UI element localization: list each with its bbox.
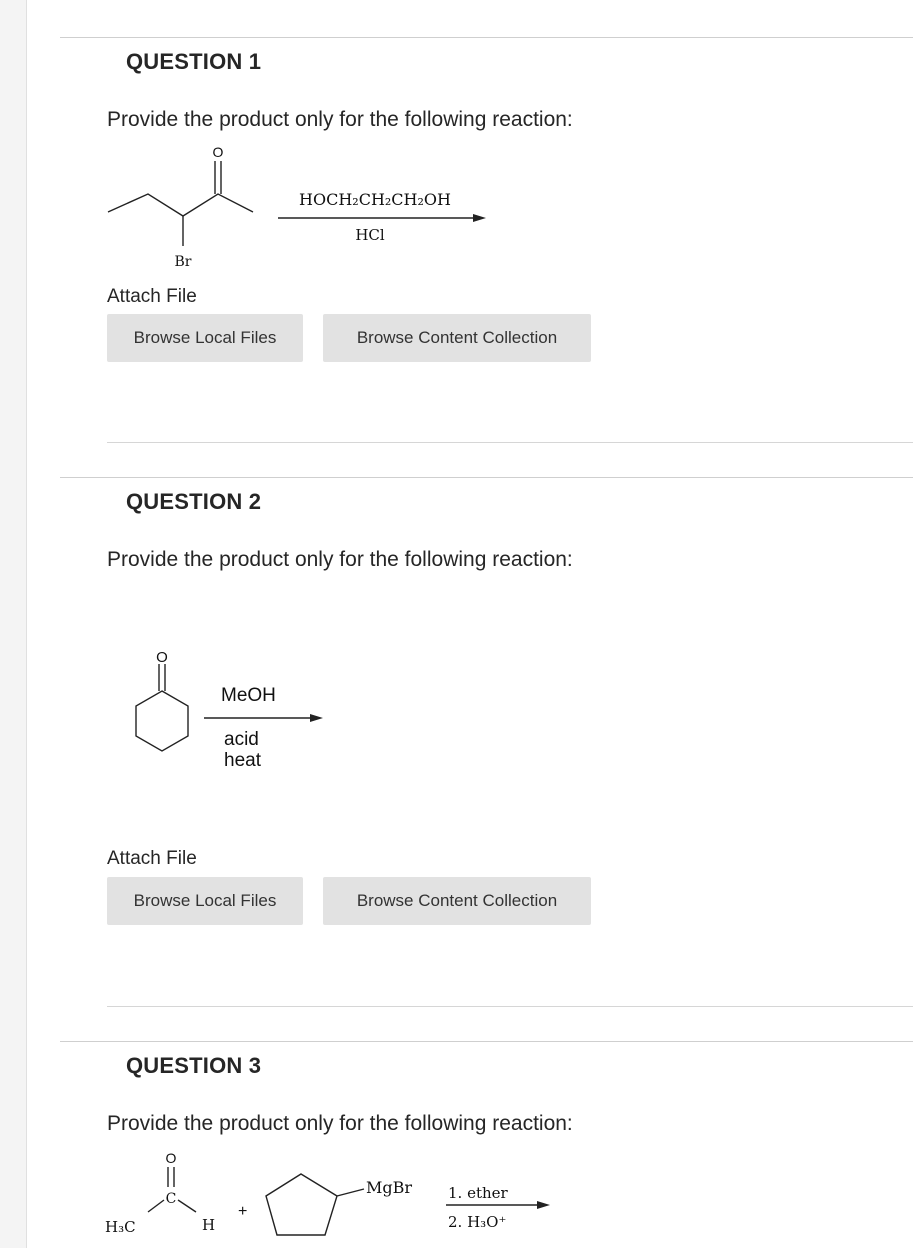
- question-2-prompt: Provide the product only for the following reaction:: [107, 548, 573, 571]
- question-3-prompt: Provide the product only for the following reaction:: [107, 1112, 573, 1135]
- question-3-methyl-bond: [148, 1200, 164, 1212]
- question-3-step-2: 2. H₃O⁺: [448, 1213, 507, 1231]
- question-3-grignard-label: MgBr: [366, 1178, 413, 1197]
- question-1-attach-label: Attach File: [107, 286, 197, 307]
- question-1-reagent-acid: HCl: [355, 226, 385, 244]
- question-2-browse-content-button[interactable]: Browse Content Collection: [323, 877, 591, 925]
- question-2-oxygen-atom: O: [156, 649, 168, 666]
- question-3-reaction-scheme: [100, 1140, 560, 1246]
- question-2-browse-local-button[interactable]: Browse Local Files: [107, 877, 303, 925]
- question-1-browse-content-button[interactable]: Browse Content Collection: [323, 314, 591, 362]
- left-gutter: [0, 0, 27, 1248]
- question-3-step-1: 1. ether: [448, 1184, 508, 1202]
- question-2-title: QUESTION 2: [126, 489, 262, 514]
- question-3-hydrogen-bond: [178, 1200, 196, 1212]
- question-3-cyclopentane-ring: [266, 1174, 337, 1235]
- question-1-bottom-divider: [107, 442, 913, 443]
- question-2-reaction-scheme: [120, 640, 340, 780]
- question-1-reaction-scheme: [100, 138, 520, 278]
- question-3-methyl-group: H₃C: [105, 1218, 136, 1236]
- question-2-condition-acid: acid: [224, 729, 259, 750]
- question-1-top-divider: [60, 37, 913, 38]
- question-1-prompt: Provide the product only for the following reaction:: [107, 108, 573, 131]
- question-3-plus-sign: +: [238, 1203, 248, 1220]
- question-1-carbon-chain: [108, 194, 253, 216]
- question-1-oxygen-atom: O: [212, 144, 224, 160]
- question-2-arrowhead: [310, 714, 323, 722]
- question-2-bottom-divider: [107, 1006, 913, 1007]
- question-3-hydrogen-atom: H: [202, 1216, 216, 1234]
- question-1-title: QUESTION 1: [126, 49, 262, 74]
- question-1-arrowhead: [473, 214, 486, 222]
- question-2-reagent-methanol: MeOH: [221, 685, 276, 706]
- question-3-title: QUESTION 3: [126, 1053, 262, 1078]
- question-3-grignard-bond: [337, 1189, 364, 1196]
- question-3-oxygen-atom: O: [165, 1150, 177, 1166]
- question-1-browse-local-button[interactable]: Browse Local Files: [107, 314, 303, 362]
- question-2-top-divider: [60, 477, 913, 478]
- question-1-reagent-diol: HOCH₂CH₂CH₂OH: [299, 190, 451, 209]
- question-2-cyclohexane-ring: [136, 691, 188, 751]
- question-3-carbon-atom: C: [165, 1191, 177, 1207]
- question-3-arrowhead: [537, 1201, 550, 1209]
- question-2-attach-label: Attach File: [107, 848, 197, 869]
- question-3-top-divider: [60, 1041, 913, 1042]
- question-1-bromine-atom: Br: [174, 254, 192, 270]
- question-2-condition-heat: heat: [224, 750, 261, 771]
